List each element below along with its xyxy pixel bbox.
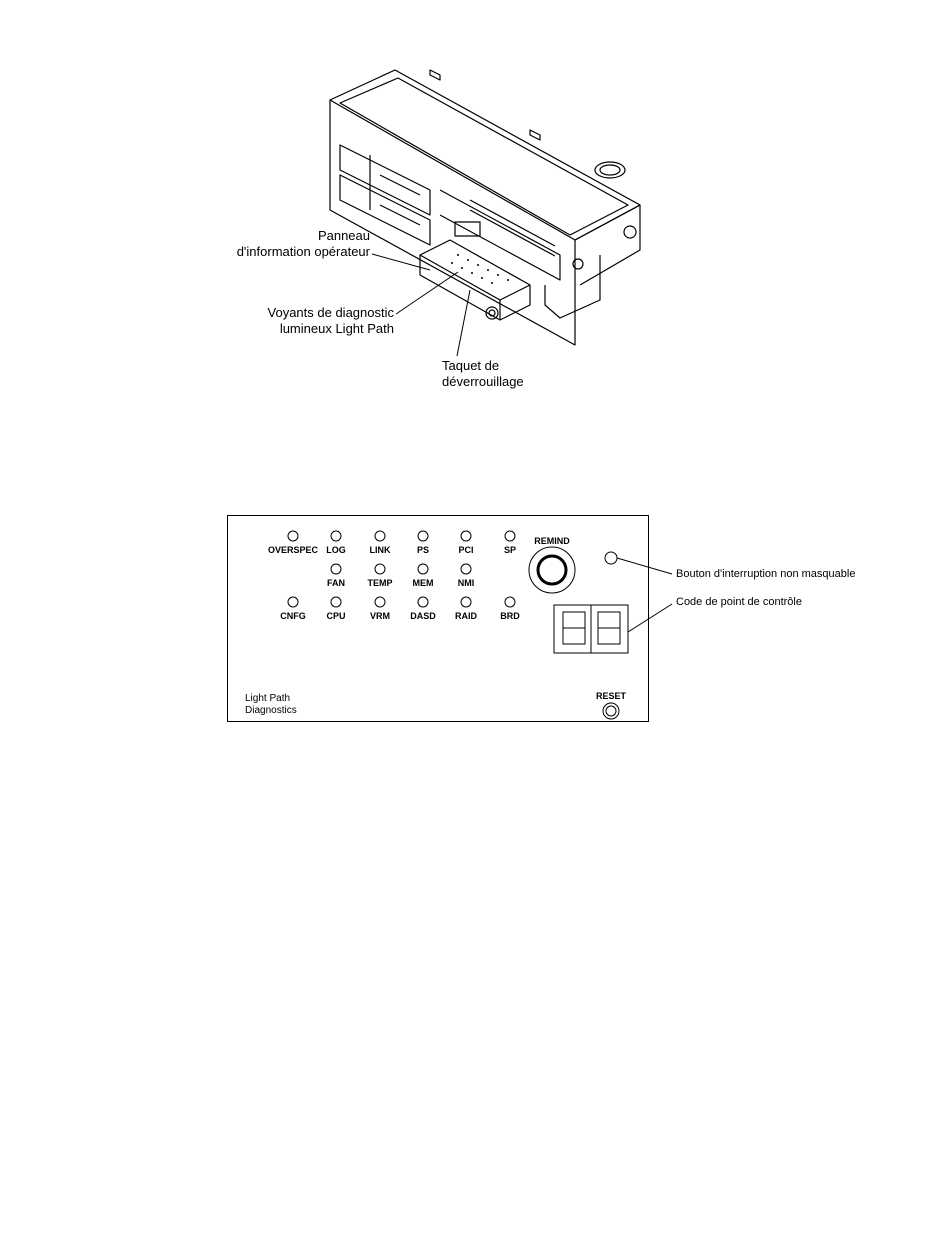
footer-line: Diagnostics bbox=[245, 705, 297, 716]
callout-line: déverrouillage bbox=[442, 374, 524, 389]
panel-footer-label bbox=[245, 693, 297, 717]
led-label-link: LINK bbox=[369, 545, 391, 555]
led-label-dasd: DASD bbox=[410, 611, 436, 621]
callout-line: lumineux Light Path bbox=[279, 321, 394, 336]
led-label-pci: PCI bbox=[458, 545, 474, 555]
led-label-ps: PS bbox=[416, 545, 429, 555]
led-label-mem: MEM bbox=[412, 578, 434, 588]
led-label-log: LOG bbox=[326, 545, 346, 555]
callout-release-latch bbox=[442, 358, 524, 390]
led-label-temp: TEMP bbox=[367, 578, 393, 588]
led-label-vrm: VRM bbox=[370, 611, 390, 621]
callout-checkpoint-code: Code de point de contrôle bbox=[676, 596, 802, 608]
reset-label: RESET bbox=[595, 691, 626, 701]
callout-line: d'information opérateur bbox=[236, 244, 370, 259]
led-label-fan: FAN bbox=[327, 578, 345, 588]
callout-line: Panneau bbox=[317, 228, 370, 243]
led-label-cpu: CPU bbox=[326, 611, 346, 621]
remind-label: REMIND bbox=[534, 536, 570, 546]
led-label-cnfg: CNFG bbox=[280, 611, 306, 621]
led-label-raid: RAID bbox=[455, 611, 477, 621]
callout-operator-panel bbox=[200, 228, 370, 260]
callout-line: Taquet de bbox=[442, 358, 500, 373]
operator-panel-drawing bbox=[420, 240, 530, 300]
led-label-brd: BRD bbox=[500, 611, 520, 621]
callout-light-path-leds bbox=[200, 305, 394, 337]
led-label-nmi: NMI bbox=[457, 578, 475, 588]
footer-line: Light Path bbox=[245, 693, 291, 704]
led-label-sp: SP bbox=[503, 545, 516, 555]
callout-nmi-button: Bouton d'interruption non masquable bbox=[676, 568, 856, 580]
drive-bay-1 bbox=[340, 145, 430, 215]
callout-line: Voyants de diagnostic bbox=[267, 305, 394, 320]
led-label-overspec: OVERSPEC bbox=[267, 545, 318, 555]
